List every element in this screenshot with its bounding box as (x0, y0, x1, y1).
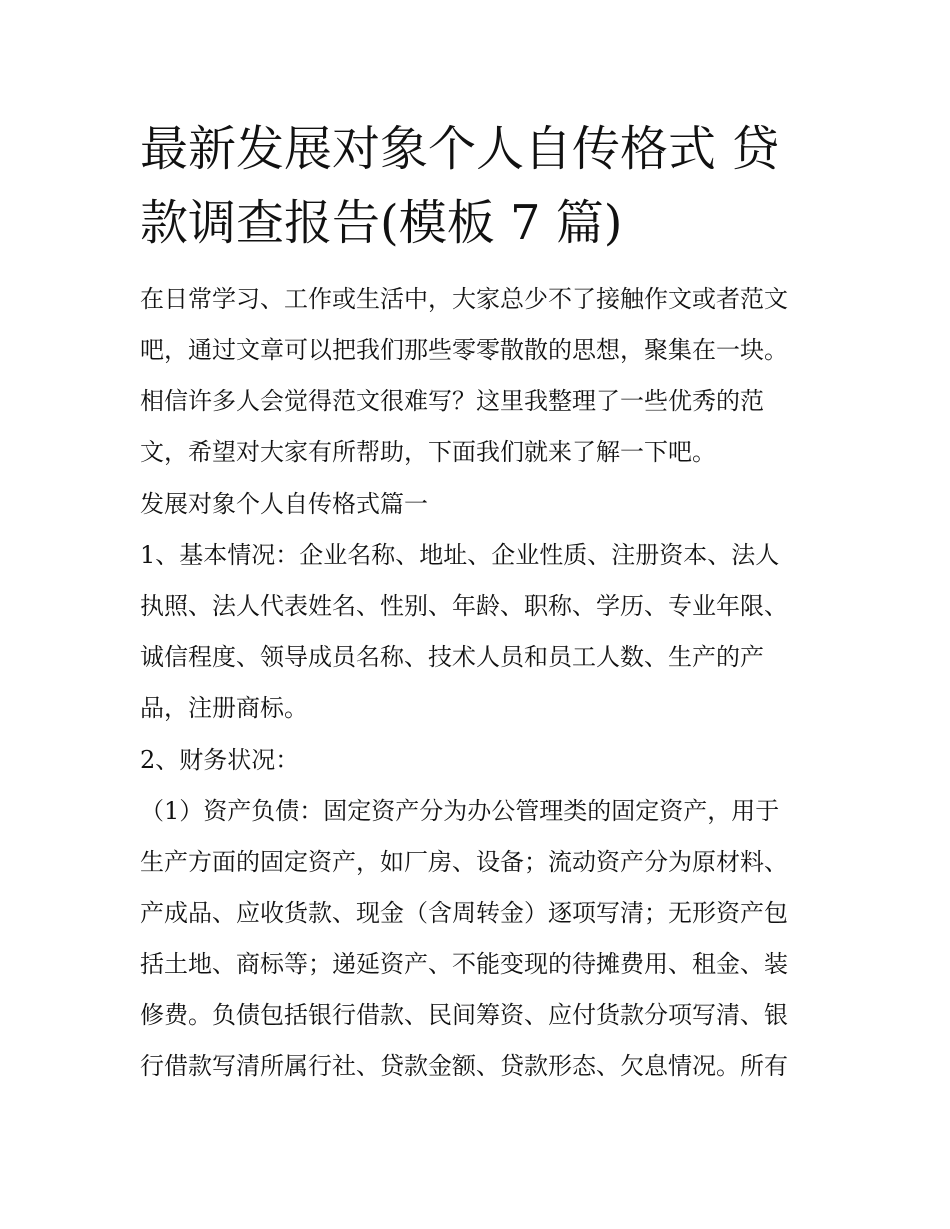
intro-line: 文，希望对大家有所帮助，下面我们就来了解一下吧。 (140, 438, 716, 466)
title-line-1: 最新发展对象个人自传格式 贷 (140, 121, 780, 177)
item-1-line: 品，注册商标。 (140, 694, 308, 722)
item-1-line: 诚信程度、领导成员名称、技术人员和员工人数、生产的产 (140, 643, 764, 671)
intro-line: 在日常学习、工作或生活中，大家总少不了接触作文或者范文 (140, 285, 788, 313)
item-2-sub-line: 生产方面的固定资产，如厂房、设备；流动资产分为原材料、 (140, 848, 788, 876)
item-2-heading: 2、财务状况： (140, 746, 300, 774)
item-2-sub-line: 修费。负债包括银行借款、民间筹资、应付货款分项写清、银 (140, 1001, 788, 1029)
document-title (140, 112, 820, 260)
item-2-sub-line: （1）资产负债：固定资产分为办公管理类的固定资产，用于 (140, 797, 780, 825)
item-2-heading-block (140, 734, 820, 786)
item-2-sub-line: 括土地、商标等；递延资产、不能变现的待摊费用、租金、装 (140, 950, 788, 978)
item-1-line: 执照、法人代表姓名、性别、年龄、职称、学历、专业年限、 (140, 592, 788, 620)
section-heading-block (140, 478, 820, 530)
intro-paragraph (140, 274, 820, 478)
section-heading: 发展对象个人自传格式篇一 (140, 490, 428, 518)
item-1-line: 1、基本情况：企业名称、地址、企业性质、注册资本、法人 (140, 541, 780, 569)
intro-line: 吧，通过文章可以把我们那些零零散散的思想，聚集在一块。 (140, 336, 788, 364)
title-line-2: 款调查报告(模板 7 篇) (140, 195, 623, 251)
item-2-sub-line: 行借款写清所属行社、贷款金额、贷款形态、欠息情况。所有 (140, 1052, 788, 1080)
item-2-sub-line: 产成品、应收货款、现金（含周转金）逐项写清；无形资产包 (140, 899, 788, 927)
item-2-sub-paragraph (140, 786, 820, 1092)
document-content (140, 112, 820, 1092)
item-1-paragraph (140, 530, 820, 734)
intro-line: 相信许多人会觉得范文很难写？这里我整理了一些优秀的范 (140, 387, 764, 415)
